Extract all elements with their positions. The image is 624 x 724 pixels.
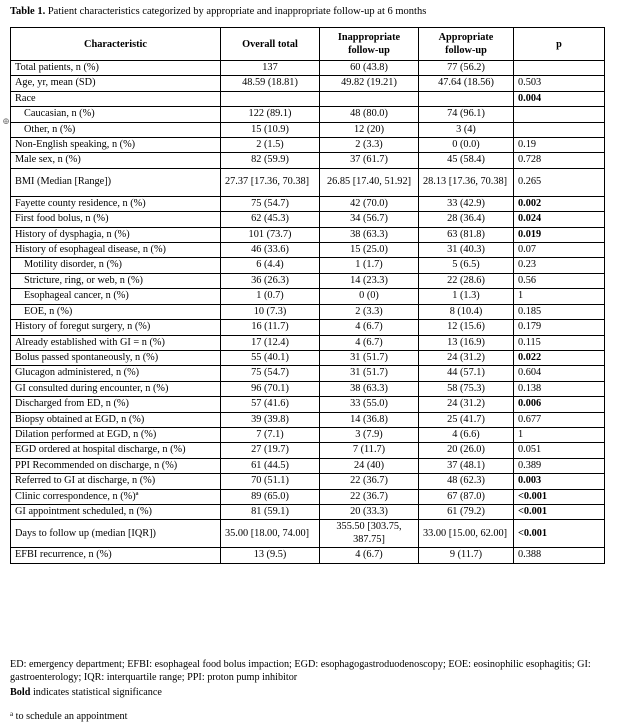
inappropriate-cell: 38 (63.3) (320, 381, 419, 396)
inappropriate-cell: 1 (1.7) (320, 258, 419, 273)
significance-note-text: indicates statistical significance (30, 687, 162, 698)
characteristic-cell: GI consulted during encounter, n (%) (11, 381, 221, 396)
inappropriate-cell: 60 (43.8) (320, 61, 419, 76)
p-value-cell: 0.604 (514, 366, 605, 381)
table-row (11, 91, 605, 106)
characteristic-cell: Race (11, 91, 221, 106)
inappropriate-cell (320, 91, 419, 106)
table-row (11, 122, 605, 137)
overall-total-cell: 122 (89.1) (221, 107, 320, 122)
overall-total-cell (221, 91, 320, 106)
appropriate-cell: 58 (75.3) (419, 381, 514, 396)
characteristic-cell: Days to follow up (median [IQR]) (11, 520, 221, 548)
overall-total-cell: 89 (65.0) (221, 489, 320, 504)
table-row (11, 335, 605, 350)
table-row (11, 61, 605, 76)
p-value-cell: 0.728 (514, 153, 605, 168)
characteristic-cell: Biopsy obtained at EGD, n (%) (11, 412, 221, 427)
inappropriate-cell: 7 (11.7) (320, 443, 419, 458)
appropriate-cell: 20 (26.0) (419, 443, 514, 458)
characteristic-cell: Bolus passed spontaneously, n (%) (11, 350, 221, 365)
p-value-cell: 0.138 (514, 381, 605, 396)
appropriate-cell: 74 (96.1) (419, 107, 514, 122)
appropriate-cell: 8 (10.4) (419, 304, 514, 319)
footnote-text: to schedule an appointment (13, 711, 128, 722)
appropriate-cell: 28 (36.4) (419, 212, 514, 227)
characteristic-cell: Total patients, n (%) (11, 61, 221, 76)
inappropriate-cell: 48 (80.0) (320, 107, 419, 122)
overall-total-cell: 61 (44.5) (221, 458, 320, 473)
header-characteristic: Characteristic (11, 28, 221, 61)
header-appropriate-follow-up: Appropriate follow-up (419, 28, 514, 61)
characteristic-cell: Esophageal cancer, n (%) (11, 289, 221, 304)
characteristic-cell: Dilation performed at EGD, n (%) (11, 427, 221, 442)
overall-total-cell: 15 (10.9) (221, 122, 320, 137)
overall-total-cell: 27 (19.7) (221, 443, 320, 458)
superscript-footnote (10, 710, 610, 723)
inappropriate-cell: 42 (70.0) (320, 196, 419, 211)
characteristic-cell: Other, n (%) (11, 122, 221, 137)
characteristic-cell: Non-English speaking, n (%) (11, 138, 221, 153)
inappropriate-cell: 4 (6.7) (320, 320, 419, 335)
p-value-cell: 0.185 (514, 304, 605, 319)
table-row (11, 76, 605, 91)
appropriate-cell: 45 (58.4) (419, 153, 514, 168)
p-value-cell: 0.677 (514, 412, 605, 427)
characteristic-cell: Male sex, n (%) (11, 153, 221, 168)
appropriate-cell: 25 (41.7) (419, 412, 514, 427)
characteristic-cell: Caucasian, n (%) (11, 107, 221, 122)
p-value-cell: 0.022 (514, 350, 605, 365)
inappropriate-cell: 34 (56.7) (320, 212, 419, 227)
table-row (11, 258, 605, 273)
appropriate-cell: 24 (31.2) (419, 350, 514, 365)
overall-total-cell: 27.37 [17.36, 70.38] (221, 168, 320, 196)
characteristic-cell: GI appointment scheduled, n (%) (11, 504, 221, 519)
appropriate-cell: 28.13 [17.36, 70.38] (419, 168, 514, 196)
abbreviations-footnote: ED: emergency department; EFBI: esophageal food bolus impaction; EGD: esophagogastroduodenoscopy; EOE: eosinophilic esophagitis; GI: gastroenterology; IQR: interquartile range; PPI: proton pump inhibitor (10, 659, 591, 683)
significance-bold-word: Bold (10, 687, 31, 698)
inappropriate-cell: 37 (61.7) (320, 153, 419, 168)
characteristic-cell: EOE, n (%) (11, 304, 221, 319)
table-row (11, 273, 605, 288)
p-value-cell: 0.503 (514, 76, 605, 91)
p-value-cell: 0.389 (514, 458, 605, 473)
characteristic-cell: History of foregut surgery, n (%) (11, 320, 221, 335)
header-inappropriate-follow-up: Inappropriate follow-up (320, 28, 419, 61)
p-value-cell: 0.006 (514, 397, 605, 412)
characteristic-cell: History of dysphagia, n (%) (11, 227, 221, 242)
appropriate-cell (419, 91, 514, 106)
appropriate-cell: 9 (11.7) (419, 548, 514, 563)
table-row (11, 243, 605, 258)
inappropriate-cell: 24 (40) (320, 458, 419, 473)
overall-total-cell: 17 (12.4) (221, 335, 320, 350)
p-value-cell (514, 107, 605, 122)
table-body (11, 61, 605, 564)
overall-total-cell: 46 (33.6) (221, 243, 320, 258)
footnote-marker: a (10, 710, 14, 718)
p-value-cell: 1 (514, 427, 605, 442)
overall-total-cell: 137 (221, 61, 320, 76)
characteristic-cell: BMI (Median [Range]) (11, 168, 221, 196)
appropriate-cell: 13 (16.9) (419, 335, 514, 350)
appropriate-cell: 1 (1.3) (419, 289, 514, 304)
p-value-cell: 0.051 (514, 443, 605, 458)
inappropriate-cell: 0 (0) (320, 289, 419, 304)
table-row (11, 458, 605, 473)
overall-total-cell: 10 (7.3) (221, 304, 320, 319)
appropriate-cell: 61 (79.2) (419, 504, 514, 519)
appropriate-cell: 33 (42.9) (419, 196, 514, 211)
inappropriate-cell: 14 (36.8) (320, 412, 419, 427)
move-handle-icon[interactable]: ⊕ (2, 116, 10, 126)
p-value-cell: <0.001 (514, 489, 605, 504)
table-row (11, 350, 605, 365)
appropriate-cell: 44 (57.1) (419, 366, 514, 381)
p-value-cell: <0.001 (514, 520, 605, 548)
appropriate-cell: 33.00 [15.00, 62.00] (419, 520, 514, 548)
inappropriate-cell: 355.50 [303.75, 387.75] (320, 520, 419, 548)
inappropriate-cell: 38 (63.3) (320, 227, 419, 242)
table-row (11, 412, 605, 427)
table-row (11, 304, 605, 319)
overall-total-cell: 35.00 [18.00, 74.00] (221, 520, 320, 548)
inappropriate-cell: 20 (33.3) (320, 504, 419, 519)
inappropriate-cell: 26.85 [17.40, 51.92] (320, 168, 419, 196)
table-row (11, 138, 605, 153)
appropriate-cell: 0 (0.0) (419, 138, 514, 153)
overall-total-cell: 75 (54.7) (221, 366, 320, 381)
p-value-cell: 1 (514, 289, 605, 304)
overall-total-cell: 55 (40.1) (221, 350, 320, 365)
overall-total-cell: 7 (7.1) (221, 427, 320, 442)
table-row (11, 107, 605, 122)
p-value-cell: 0.19 (514, 138, 605, 153)
inappropriate-cell: 2 (3.3) (320, 304, 419, 319)
table-row (11, 212, 605, 227)
table-row (11, 520, 605, 548)
p-value-cell: 0.07 (514, 243, 605, 258)
table-row (11, 489, 605, 504)
p-value-cell (514, 61, 605, 76)
overall-total-cell: 70 (51.1) (221, 474, 320, 489)
header-p-value: p (514, 28, 605, 61)
overall-total-cell: 6 (4.4) (221, 258, 320, 273)
p-value-cell: 0.003 (514, 474, 605, 489)
overall-total-cell: 62 (45.3) (221, 212, 320, 227)
inappropriate-cell: 22 (36.7) (320, 474, 419, 489)
characteristic-cell: Stricture, ring, or web, n (%) (11, 273, 221, 288)
characteristic-cell: Discharged from ED, n (%) (11, 397, 221, 412)
overall-total-cell: 16 (11.7) (221, 320, 320, 335)
p-value-cell: 0.004 (514, 91, 605, 106)
appropriate-cell: 31 (40.3) (419, 243, 514, 258)
table-row (11, 366, 605, 381)
overall-total-cell: 48.59 (18.81) (221, 76, 320, 91)
p-value-cell: <0.001 (514, 504, 605, 519)
significance-note (10, 686, 610, 699)
inappropriate-cell: 4 (6.7) (320, 335, 419, 350)
p-value-cell: 0.265 (514, 168, 605, 196)
table-header-row (11, 28, 605, 61)
overall-total-cell: 1 (0.7) (221, 289, 320, 304)
overall-total-cell: 81 (59.1) (221, 504, 320, 519)
header-overall-total: Overall total (221, 28, 320, 61)
table-row (11, 289, 605, 304)
p-value-cell: 0.024 (514, 212, 605, 227)
overall-total-cell: 2 (1.5) (221, 138, 320, 153)
overall-total-cell: 13 (9.5) (221, 548, 320, 563)
table-caption-label: Table 1. (10, 6, 46, 17)
inappropriate-cell: 15 (25.0) (320, 243, 419, 258)
characteristic-cell: EFBI recurrence, n (%) (11, 548, 221, 563)
appropriate-cell: 22 (28.6) (419, 273, 514, 288)
overall-total-cell: 75 (54.7) (221, 196, 320, 211)
inappropriate-cell: 31 (51.7) (320, 350, 419, 365)
table-row (11, 168, 605, 196)
inappropriate-cell: 2 (3.3) (320, 138, 419, 153)
table-row (11, 443, 605, 458)
inappropriate-cell: 33 (55.0) (320, 397, 419, 412)
characteristic-cell: Glucagon administered, n (%) (11, 366, 221, 381)
overall-total-cell: 57 (41.6) (221, 397, 320, 412)
table-row (11, 548, 605, 563)
appropriate-cell: 3 (4) (419, 122, 514, 137)
appropriate-cell: 47.64 (18.56) (419, 76, 514, 91)
p-value-cell: 0.002 (514, 196, 605, 211)
p-value-cell: 0.23 (514, 258, 605, 273)
inappropriate-cell: 12 (20) (320, 122, 419, 137)
characteristic-cell: Already established with GI = n (%) (11, 335, 221, 350)
table-caption (10, 6, 426, 17)
overall-total-cell: 82 (59.9) (221, 153, 320, 168)
appropriate-cell: 67 (87.0) (419, 489, 514, 504)
table-row (11, 227, 605, 242)
appropriate-cell: 48 (62.3) (419, 474, 514, 489)
table-row (11, 381, 605, 396)
characteristic-cell: Motility disorder, n (%) (11, 258, 221, 273)
appropriate-cell: 24 (31.2) (419, 397, 514, 412)
inappropriate-cell: 4 (6.7) (320, 548, 419, 563)
table-row (11, 474, 605, 489)
appropriate-cell: 12 (15.6) (419, 320, 514, 335)
inappropriate-cell: 31 (51.7) (320, 366, 419, 381)
p-value-cell: 0.179 (514, 320, 605, 335)
table-row (11, 320, 605, 335)
inappropriate-cell: 49.82 (19.21) (320, 76, 419, 91)
overall-total-cell: 101 (73.7) (221, 227, 320, 242)
appropriate-cell: 77 (56.2) (419, 61, 514, 76)
characteristic-cell: PPI Recommended on discharge, n (%) (11, 458, 221, 473)
characteristic-cell: Fayette county residence, n (%) (11, 196, 221, 211)
overall-total-cell: 39 (39.8) (221, 412, 320, 427)
p-value-cell: 0.019 (514, 227, 605, 242)
characteristic-cell: History of esophageal disease, n (%) (11, 243, 221, 258)
table-row (11, 153, 605, 168)
table-row (11, 504, 605, 519)
p-value-cell: 0.388 (514, 548, 605, 563)
table-row (11, 397, 605, 412)
appropriate-cell: 5 (6.5) (419, 258, 514, 273)
overall-total-cell: 96 (70.1) (221, 381, 320, 396)
table-row (11, 196, 605, 211)
inappropriate-cell: 3 (7.9) (320, 427, 419, 442)
p-value-cell: 0.56 (514, 273, 605, 288)
inappropriate-cell: 22 (36.7) (320, 489, 419, 504)
p-value-cell: 0.115 (514, 335, 605, 350)
appropriate-cell: 37 (48.1) (419, 458, 514, 473)
inappropriate-cell: 14 (23.3) (320, 273, 419, 288)
characteristic-cell: Clinic correspondence, n (%)ª (11, 489, 221, 504)
characteristic-cell: Age, yr, mean (SD) (11, 76, 221, 91)
overall-total-cell: 36 (26.3) (221, 273, 320, 288)
characteristic-cell: EGD ordered at hospital discharge, n (%) (11, 443, 221, 458)
p-value-cell (514, 122, 605, 137)
table-caption-text: Patient characteristics categorized by appropriate and inappropriate follow-up at 6 months (45, 6, 427, 17)
appropriate-cell: 63 (81.8) (419, 227, 514, 242)
table-row (11, 427, 605, 442)
patient-characteristics-table (10, 27, 605, 564)
appropriate-cell: 4 (6.6) (419, 427, 514, 442)
characteristic-cell: First food bolus, n (%) (11, 212, 221, 227)
characteristic-cell: Referred to GI at discharge, n (%) (11, 474, 221, 489)
